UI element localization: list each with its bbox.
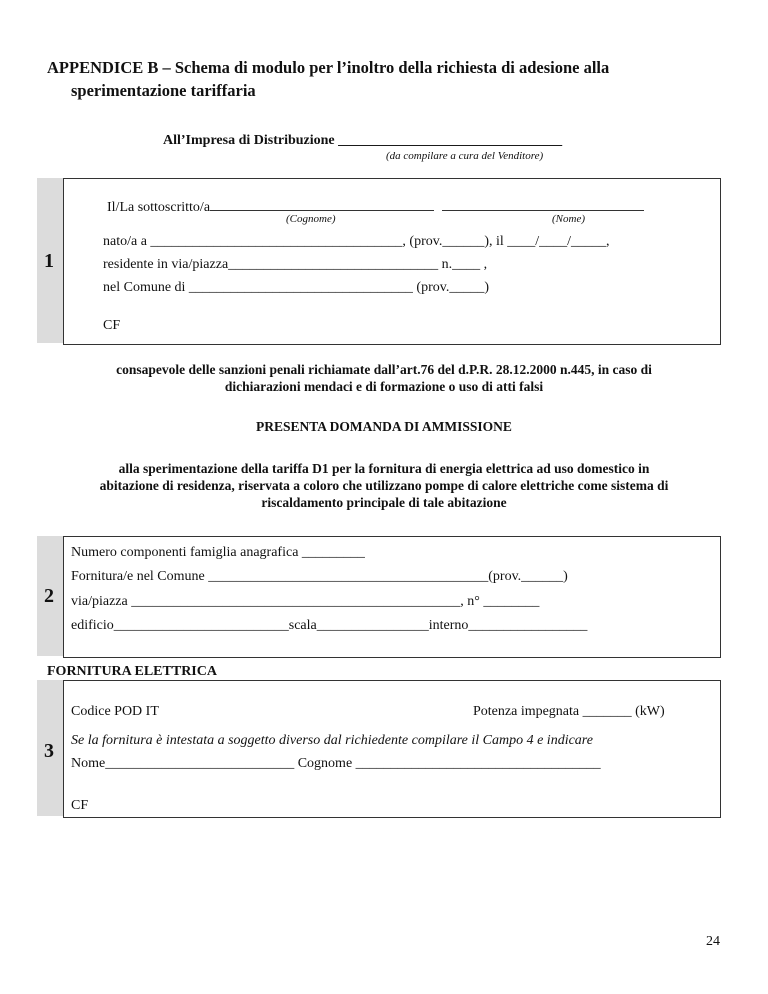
potenza-field[interactable]: Potenza impegnata _______ (kW) — [473, 704, 665, 719]
nato-field[interactable]: nato/a a ____________________________________, (prov.______), il ____/____/_____, — [103, 234, 610, 249]
title-line-1: APPENDICE B – Schema di modulo per l’inoltro della richiesta di adesione alla — [47, 58, 610, 77]
comune-field[interactable]: nel Comune di ________________________________ (prov._____) — [103, 280, 490, 295]
title-line-2: sperimentazione tariffaria — [71, 81, 256, 100]
section-2-number: 2 — [44, 585, 54, 607]
sottoscritto-label: Il/La sottoscritto/a — [107, 200, 211, 215]
section-1-number: 1 — [44, 250, 54, 272]
codice-pod-field[interactable]: Codice POD IT — [71, 704, 159, 719]
page-number: 24 — [706, 934, 720, 949]
section-3-box — [63, 680, 721, 818]
recipient-label: All’Impresa di Distribuzione — [163, 133, 339, 148]
cf-field-3[interactable]: CF — [71, 798, 89, 813]
recipient-field[interactable]: ________________________________ — [338, 133, 563, 148]
nome-cognome-field[interactable]: Nome___________________________ Cognome ___________________________________ — [71, 756, 601, 771]
sperimentazione-line-3: riscaldamento principale di tale abitazione — [261, 495, 507, 510]
nome-field[interactable] — [442, 198, 644, 211]
presenta-heading: PRESENTA DOMANDA DI AMMISSIONE — [256, 419, 512, 434]
consapevole-line-2: dichiarazioni mendaci e di formazione o uso di atti falsi — [224, 379, 544, 394]
intestata-note: Se la fornitura è intestata a soggetto diverso dal richiedente compilare il Campo 4 e indicare — [71, 733, 593, 748]
nome-label: (Nome) — [552, 213, 585, 225]
edificio-field[interactable]: edificio_________________________scala________________interno_________________ — [71, 618, 588, 633]
componenti-field[interactable]: Numero componenti famiglia anagrafica _________ — [71, 545, 365, 560]
fornitura-elettrica-heading: FORNITURA ELETTRICA — [47, 664, 217, 679]
page-title — [47, 56, 719, 102]
recipient-row — [163, 133, 562, 149]
cf-field-1[interactable]: CF — [103, 318, 121, 333]
via-piazza-field[interactable]: via/piazza _______________________________________________, n° ________ — [71, 594, 540, 609]
consapevole-line-1: consapevole delle sanzioni penali richiamate dall’art.76 del d.P.R. 28.12.2000 n.445, in caso di — [116, 362, 652, 377]
recipient-note: (da compilare a cura del Venditore) — [386, 150, 544, 162]
section-3-number: 3 — [44, 740, 54, 762]
sperimentazione-line-1: alla sperimentazione della tariffa D1 per la fornitura di energia elettrica ad uso domestico in — [118, 461, 650, 476]
fornitura-comune-field[interactable]: Fornitura/e nel Comune ________________________________________(prov.______) — [71, 569, 568, 584]
cognome-field[interactable] — [210, 198, 434, 211]
sperimentazione-line-2: abitazione di residenza, riservata a coloro che utilizzano pompe di calore elettriche come sistema di — [99, 478, 669, 493]
residente-field[interactable]: residente in via/piazza______________________________ n.____ , — [103, 257, 488, 272]
cognome-label: (Cognome) — [286, 213, 336, 225]
